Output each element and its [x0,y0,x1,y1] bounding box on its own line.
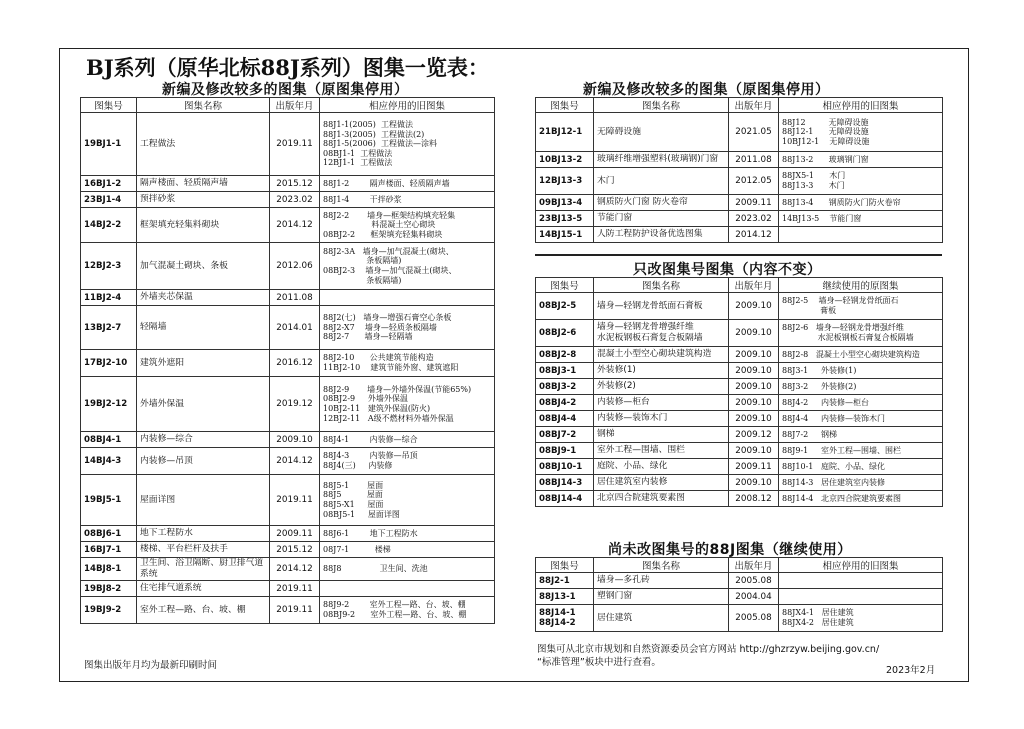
date-cell: 2014.12 [270,448,320,475]
right-new-table [535,97,943,243]
name-cell: 住宅排气道系统 [137,581,270,597]
right-renum-column-header: 图集名称 [594,278,729,293]
code-cell: 08BJ3-2 [536,379,594,395]
name-cell: 人防工程防护设备优选图集 [594,227,729,243]
right-88j-table-header [536,558,943,573]
website-note-line2: “标准管理”板块中进行查看。 [537,657,661,668]
table-row [536,589,943,605]
table-row [81,290,495,306]
left-footnote: 图集出版年月均为最新印刷时间 [84,660,218,671]
old-atlas-cell: 88J4-2 内装修—柜台 [779,395,943,411]
old-atlas-cell: 88JX4-1 居住建筑 88JX4-2 居住建筑 [779,605,943,632]
date-cell: 2004.04 [729,589,779,605]
name-cell: 内装修—吊顶 [137,448,270,475]
old-atlas-cell: 88J1-2 隔声楼面、轻质隔声墙 [320,176,495,192]
date-cell: 2009.11 [729,459,779,475]
right-new-table-header [536,98,943,113]
old-atlas-cell: 88J9-1 室外工程—围墙、围栏 [779,443,943,459]
code-cell: 19BJ9-2 [81,597,137,624]
website-note [537,643,879,669]
code-cell: 17BJ2-10 [81,350,137,377]
name-cell: 庭院、小品、绿化 [594,459,729,475]
date-cell: 2023.02 [270,192,320,208]
table-row [81,542,495,558]
old-atlas-cell: 88J2-3A 墙身—加气混凝土(砌块、 条板隔墙) 08BJ2-3 墙身—加气混凝土(砌块、 条板隔墙) [320,243,495,290]
table-row [81,306,495,350]
table-row [81,208,495,243]
name-cell: 外装修(1) [594,363,729,379]
table-row [81,558,495,581]
old-atlas-cell: 88JX5-1 木门 88J13-3 木门 [779,168,943,195]
right-new-column-header: 出版年月 [729,98,779,113]
table-row [536,227,943,243]
date-cell: 2009.10 [729,475,779,491]
old-atlas-cell: 14BJ13-5 节能门窗 [779,211,943,227]
right-88j-heading: 尚未改图集号的88J图集（继续使用） [608,542,852,558]
date-cell: 2009.10 [729,395,779,411]
code-cell: 13BJ2-7 [81,306,137,350]
code-cell: 08BJ4-2 [536,395,594,411]
old-atlas-cell: 88J9-2 室外工程—路、台、坡、棚 08BJ9-2 室外工程—路、台、坡、棚 [320,597,495,624]
date-cell: 2014.01 [270,306,320,350]
old-atlas-cell: 88J10-1 庭院、小品、绿化 [779,459,943,475]
date-cell: 2009.11 [270,526,320,542]
code-cell: 14BJ4-3 [81,448,137,475]
right-new-column-header: 图集号 [536,98,594,113]
old-atlas-cell: 88J2-2 墙身—框架结构填充轻集 料混凝土空心砌块 08BJ2-2 框架填充轻集料砌块 [320,208,495,243]
old-atlas-cell: 88J7-2 钢梯 [779,427,943,443]
code-cell: 23BJ1-4 [81,192,137,208]
name-cell: 钢质防火门窗 防火卷帘 [594,195,729,211]
code-cell: 23BJ13-5 [536,211,594,227]
code-cell: 08BJ14-4 [536,491,594,507]
code-cell: 14BJ8-1 [81,558,137,581]
code-cell: 08BJ2-6 [536,320,594,347]
table-row [81,176,495,192]
name-cell: 无障碍设施 [594,113,729,152]
code-cell: 08BJ4-1 [81,432,137,448]
table-row [81,448,495,475]
table-row [81,192,495,208]
right-renum-heading: 只改图集号图集（内容不变） [633,262,822,278]
date-cell: 2019.12 [270,377,320,432]
right-88j-table [535,557,943,632]
date-cell: 2012.05 [729,168,779,195]
old-atlas-cell: 88J4-4 内装修—装饰木门 [779,411,943,427]
table-row [536,443,943,459]
name-cell: 北京四合院建筑要素图 [594,491,729,507]
name-cell: 预拌砂浆 [137,192,270,208]
old-atlas-cell: 88J2-6 墙身—轻钢龙骨增强纤维 水泥板钢板石膏复合板隔墙 [779,320,943,347]
code-cell: 21BJ12-1 [536,113,594,152]
name-cell: 卫生间、浴卫隔断、厨卫排气道系统 [137,558,270,581]
date-cell: 2009.10 [729,293,779,320]
date-cell: 2021.05 [729,113,779,152]
code-cell: 88J13-1 [536,589,594,605]
right-88j-column-header: 相应停用的旧图集 [779,558,943,573]
old-atlas-cell: 88J1-4 干拌砂浆 [320,192,495,208]
name-cell: 室外工程—围墙、围栏 [594,443,729,459]
right-renum-table [535,277,943,507]
table-row [536,605,943,632]
old-atlas-cell: 88J2-5 墙身—轻钢龙骨纸面石 膏板 [779,293,943,320]
old-atlas-cell: 88J2-8 混凝土小型空心砌块建筑构造 [779,347,943,363]
date-cell: 2014.12 [270,208,320,243]
old-atlas-cell [779,573,943,589]
old-atlas-cell: 88J4-3 内装修—吊顶 88J4(三) 内装修 [320,448,495,475]
name-cell: 框架填充轻集料砌块 [137,208,270,243]
old-atlas-cell: 88J6-1 地下工程防水 [320,526,495,542]
name-cell: 外装修(2) [594,379,729,395]
old-atlas-cell: 88J13-4 钢质防火门防火卷帘 [779,195,943,211]
name-cell: 塑钢门窗 [594,589,729,605]
code-cell: 12BJ13-3 [536,168,594,195]
date-cell: 2015.12 [270,542,320,558]
code-cell: 08BJ14-3 [536,475,594,491]
table-row [536,293,943,320]
code-cell: 08BJ2-5 [536,293,594,320]
old-atlas-cell: 88J14-4 北京四合院建筑要素图 [779,491,943,507]
date-cell: 2009.10 [729,379,779,395]
table-row [536,459,943,475]
table-row [536,347,943,363]
old-atlas-cell: 88J2(七) 墙身—增强石膏空心条板 88J2-X7 墙身—轻质条板隔墙 88J2-7 墙身—轻隔墙 [320,306,495,350]
code-cell: 12BJ2-3 [81,243,137,290]
table-row [81,113,495,176]
old-atlas-cell: 88J3-1 外装修(1) [779,363,943,379]
date-cell: 2015.12 [270,176,320,192]
code-cell: 08BJ10-1 [536,459,594,475]
date-cell: 2012.06 [270,243,320,290]
name-cell: 内装修—装饰木门 [594,411,729,427]
right-new-column-header: 相应停用的旧图集 [779,98,943,113]
name-cell: 内装修—综合 [137,432,270,448]
old-atlas-cell [779,227,943,243]
table-row [81,597,495,624]
date-cell: 2019.11 [270,581,320,597]
page-title: BJ系列（原华北标88J系列）图集一览表： [86,55,489,80]
code-cell: 08BJ9-1 [536,443,594,459]
old-atlas-cell: 08J7-1 楼梯 [320,542,495,558]
divider [535,254,942,256]
name-cell: 外墙外保温 [137,377,270,432]
name-cell: 内装修—柜台 [594,395,729,411]
table-row [536,379,943,395]
left-table-header [81,98,495,113]
code-cell: 19BJ2-12 [81,377,137,432]
name-cell: 地下工程防水 [137,526,270,542]
date-cell: 2009.11 [729,195,779,211]
left-table [80,97,495,624]
code-cell: 08BJ6-1 [81,526,137,542]
table-row [536,573,943,589]
name-cell: 居住建筑 [594,605,729,632]
date-cell: 2005.08 [729,573,779,589]
date-cell: 2009.10 [729,347,779,363]
name-cell: 钢梯 [594,427,729,443]
name-cell: 加气混凝土砌块、条板 [137,243,270,290]
date-cell: 2014.12 [270,558,320,581]
old-atlas-cell: 88J3-2 外装修(2) [779,379,943,395]
table-row [536,395,943,411]
table-row [536,427,943,443]
table-row [81,581,495,597]
old-atlas-cell [320,581,495,597]
code-cell: 19BJ5-1 [81,475,137,526]
name-cell: 居住建筑室内装修 [594,475,729,491]
right-88j-column-header: 出版年月 [729,558,779,573]
name-cell: 建筑外遮阳 [137,350,270,377]
old-atlas-cell: 88J12 无障碍设施 88J12-1 无障碍设施 10BJ12-1 无障碍设施 [779,113,943,152]
name-cell: 屋面详图 [137,475,270,526]
name-cell: 轻隔墙 [137,306,270,350]
name-cell: 墙身—轻钢龙骨纸面石膏板 [594,293,729,320]
table-row [81,432,495,448]
name-cell: 室外工程—路、台、坡、棚 [137,597,270,624]
name-cell: 楼梯、平台栏杆及扶手 [137,542,270,558]
old-atlas-cell: 88J14-3 居住建筑室内装修 [779,475,943,491]
code-cell: 16BJ1-2 [81,176,137,192]
code-cell: 08BJ7-2 [536,427,594,443]
left-column-header: 图集号 [81,98,137,113]
name-cell: 木门 [594,168,729,195]
code-cell: 08BJ2-8 [536,347,594,363]
table-row [536,491,943,507]
table-row [536,195,943,211]
right-renum-column-header: 图集号 [536,278,594,293]
name-cell: 玻璃纤维增强塑料(玻璃钢)门窗 [594,152,729,168]
right-new-heading: 新编及修改较多的图集（原图集停用） [583,82,830,98]
right-renum-table-header [536,278,943,293]
right-renum-column-header: 出版年月 [729,278,779,293]
date-cell: 2019.11 [270,597,320,624]
date-cell: 2009.10 [270,432,320,448]
name-cell: 隔声楼面、轻质隔声墙 [137,176,270,192]
code-cell: 09BJ13-4 [536,195,594,211]
left-column-header: 相应停用的旧图集 [320,98,495,113]
name-cell: 节能门窗 [594,211,729,227]
table-row [536,320,943,347]
name-cell: 墙身—多孔砖 [594,573,729,589]
table-row [536,113,943,152]
table-row [536,475,943,491]
date-cell: 2009.10 [729,411,779,427]
code-cell: 10BJ13-2 [536,152,594,168]
table-row [536,411,943,427]
date-cell: 2009.12 [729,427,779,443]
footer-date: 2023年2月 [886,665,936,676]
date-cell: 2011.08 [729,152,779,168]
table-row [536,152,943,168]
left-column-header: 图集名称 [137,98,270,113]
name-cell: 混凝土小型空心砌块建筑构造 [594,347,729,363]
code-cell: 08BJ3-1 [536,363,594,379]
table-row [81,377,495,432]
code-cell: 11BJ2-4 [81,290,137,306]
date-cell: 2014.12 [729,227,779,243]
old-atlas-cell: 88J2-10 公共建筑节能构造 11BJ2-10 建筑节能外窗、建筑遮阳 [320,350,495,377]
table-row [536,363,943,379]
old-atlas-cell [320,290,495,306]
right-88j-column-header: 图集名称 [594,558,729,573]
old-atlas-cell: 88J8 卫生间、洗池 [320,558,495,581]
code-cell: 16BJ7-1 [81,542,137,558]
code-cell: 19BJ1-1 [81,113,137,176]
date-cell: 2009.10 [729,363,779,379]
name-cell: 工程做法 [137,113,270,176]
date-cell: 2016.12 [270,350,320,377]
date-cell: 2011.08 [270,290,320,306]
date-cell: 2019.11 [270,113,320,176]
right-renum-column-header: 继续使用的原图集 [779,278,943,293]
code-cell: 19BJ8-2 [81,581,137,597]
table-row [81,526,495,542]
old-atlas-cell: 88J2-9 墙身—外墙外保温(节能65%) 08BJ2-9 外墙外保温 10BJ2-11 建筑外保温(防火) 12BJ2-11 A级不燃材料外墙外保温 [320,377,495,432]
date-cell: 2008.12 [729,491,779,507]
left-column-header: 出版年月 [270,98,320,113]
old-atlas-cell: 88J1-1(2005) 工程做法 88J1-3(2005) 工程做法(2) 88J1-5(2006) 工程做法—涂料 08BJ1-1 工程做法 12BJ1-1 工程做法 [320,113,495,176]
date-cell: 2009.10 [729,443,779,459]
code-cell: 08BJ4-4 [536,411,594,427]
code-cell: 88J14-1 88J14-2 [536,605,594,632]
old-atlas-cell [779,589,943,605]
right-new-column-header: 图集名称 [594,98,729,113]
code-cell: 88J2-1 [536,573,594,589]
name-cell: 外墙夹芯保温 [137,290,270,306]
table-row [536,211,943,227]
code-cell: 14BJ15-1 [536,227,594,243]
table-row [536,168,943,195]
name-cell: 墙身—轻钢龙骨增强纤维 水泥板钢板石膏复合板隔墙 [594,320,729,347]
website-note-line1: 图集可从北京市规划和自然资源委员会官方网站 http://ghzrzyw.beijing.gov.cn/ [537,644,880,655]
old-atlas-cell: 88J5-1 屋面 88J5 屋面 88J5-X1 屋面 08BJ5-1 屋面详图 [320,475,495,526]
old-atlas-cell: 88J4-1 内装修—综合 [320,432,495,448]
date-cell: 2009.10 [729,320,779,347]
table-row [81,350,495,377]
table-row [81,475,495,526]
code-cell: 14BJ2-2 [81,208,137,243]
date-cell: 2023.02 [729,211,779,227]
date-cell: 2019.11 [270,475,320,526]
left-section-heading: 新编及修改较多的图集（原图集停用） [162,82,409,98]
table-row [81,243,495,290]
old-atlas-cell: 88J13-2 玻璃钢门窗 [779,152,943,168]
right-88j-column-header: 图集号 [536,558,594,573]
date-cell: 2005.08 [729,605,779,632]
